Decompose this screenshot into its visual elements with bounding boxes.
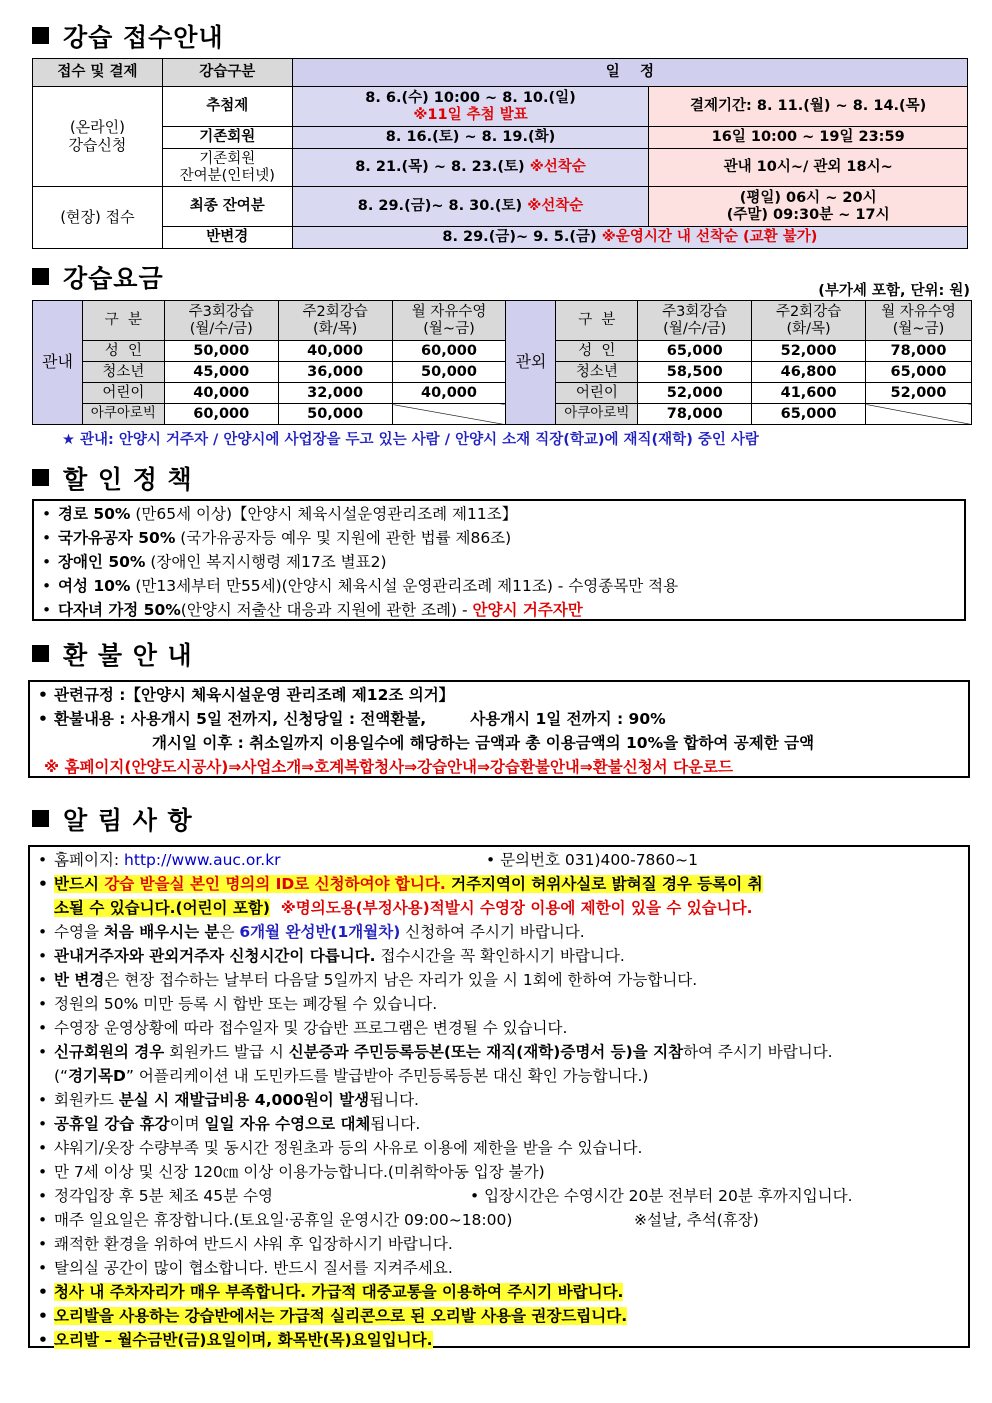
date-note: ※선착순 bbox=[529, 159, 586, 176]
discount-rate: 여성 10% bbox=[58, 577, 131, 595]
fee-name: 어린이 bbox=[82, 383, 164, 404]
notice-entry bbox=[30, 1184, 968, 1208]
fee-footnote: ★ 관내: 안양시 거주자 / 안양시에 사업장을 두고 있는 사람 / 안양시 소재 직장(학교)에 재직(재학) 중인 사람 bbox=[62, 432, 759, 448]
fee-value: 52,000 bbox=[752, 341, 866, 362]
notice-text: 회원카드 bbox=[54, 1091, 119, 1109]
fee-value: 32,000 bbox=[278, 383, 392, 404]
notice-new-member-cont bbox=[30, 1064, 968, 1088]
fee-value: 52,000 bbox=[866, 383, 972, 404]
fee-value: 36,000 bbox=[278, 362, 392, 383]
fee-name: 성 인 bbox=[556, 341, 638, 362]
notice-text: 공휴일 강습 휴강 bbox=[54, 1115, 170, 1133]
date-text: 8. 6.(수) 10:00 ~ 8. 10.(일) bbox=[365, 89, 576, 106]
info-existing: 16일 10:00 ~ 19일 23:59 bbox=[649, 127, 968, 149]
fee-value: 60,000 bbox=[164, 404, 278, 425]
discount-restriction: 안양시 거주자만 bbox=[472, 601, 583, 619]
notice-clean: • 쾌적한 환경을 위하여 반드시 샤워 후 입장하시기 바랍니다. bbox=[30, 1232, 968, 1256]
section-title-fees bbox=[32, 259, 164, 295]
notice-text: 이며 bbox=[169, 1115, 205, 1133]
notice-card-loss bbox=[30, 1088, 968, 1112]
notice-text: 접수시간을 꼭 확인하시기 바랍니다. bbox=[375, 947, 625, 965]
notice-text: 청사 내 주차자리가 매우 부족합니다. 가급적 대중교통을 이용하여 주시기 바랍니다. bbox=[54, 1283, 624, 1301]
notice-text: 매주 일요일은 휴장합니다.(토요일·공휴일 운영시간 09:00~18:00) bbox=[54, 1211, 513, 1229]
notice-text: 신분증과 주민등록등본(또는 재직(재학)증명서 등)을 지참 bbox=[288, 1043, 684, 1061]
refund-content bbox=[30, 707, 968, 731]
discount-desc: (국가유공자등 예우 및 지원에 관한 법률 제86조) bbox=[175, 529, 512, 547]
notice-box bbox=[28, 845, 970, 1348]
square-bullet-icon bbox=[32, 645, 49, 662]
notice-id-required bbox=[30, 872, 968, 896]
date-lottery bbox=[292, 87, 649, 127]
type-existing: 기존회원 bbox=[162, 127, 292, 149]
header-class-type: 강습구분 bbox=[162, 59, 292, 87]
discount-item bbox=[34, 574, 964, 598]
date-note: ※선착순 bbox=[527, 198, 584, 215]
section-title-notice bbox=[32, 801, 193, 837]
fee-unit-note: (부가세 포함, 단위: 원) bbox=[818, 283, 970, 299]
notice-fins-days bbox=[30, 1328, 968, 1352]
notice-fins bbox=[30, 1304, 968, 1328]
onsite-group-label: (현장) 접수 bbox=[33, 187, 163, 249]
fee-value: 50,000 bbox=[164, 341, 278, 362]
col-2x: 주2회강습 (화/목) bbox=[752, 301, 866, 341]
notice-text: • 입장시간은 수영시간 20분 전부터 20분 후까지입니다. bbox=[470, 1187, 853, 1205]
notice-age: • 만 7세 이상 및 신장 120㎝ 이상 이용가능합니다.(미취학아동 입장 불가) bbox=[30, 1160, 968, 1184]
homepage-label: 홈페이지: bbox=[54, 851, 125, 869]
notice-text: 은 bbox=[219, 923, 240, 941]
fee-table bbox=[32, 300, 972, 425]
division-header: 구 분 bbox=[82, 301, 164, 341]
date-text: 8. 21.(목) ~ 8. 23.(토) bbox=[355, 159, 525, 176]
discount-item bbox=[34, 550, 964, 574]
notice-text: 소될 수 있습니다.(어린이 포함) bbox=[54, 899, 270, 917]
section-title-text: 할 인 정 책 bbox=[63, 465, 193, 494]
refund-after-start: 개시일 이후 : 취소일까지 이용일수에 해당하는 금액과 총 이용금액의 10%을 합하여 공제한 금액 bbox=[152, 734, 815, 752]
discount-box bbox=[32, 499, 966, 621]
date-text: 8. 29.(금)~ 9. 5.(금) bbox=[442, 229, 597, 246]
fee-value: 40,000 bbox=[278, 341, 392, 362]
notice-text: 6개월 완성반(1개월차) bbox=[239, 923, 401, 941]
discount-rate: 장애인 50% bbox=[58, 553, 146, 571]
notice-schedule-change: • 수영장 운영상황에 따라 접수일자 및 강습반 프로그램은 변경될 수 있습니다. bbox=[30, 1016, 968, 1040]
info-final: (평일) 06시 ~ 20시 (주말) 09:30분 ~ 17시 bbox=[649, 187, 968, 227]
notice-text: 처음 배우시는 분 bbox=[103, 923, 220, 941]
outside-label: 관외 bbox=[506, 301, 556, 425]
notice-text: 강습 받을실 본인 명의의 ID로 신청하여야 합니다. bbox=[104, 875, 446, 893]
fee-empty-cell bbox=[866, 404, 972, 425]
type-remaining-online: 기존회원 잔여분(인터넷) bbox=[162, 149, 292, 187]
fee-name: 청소년 bbox=[556, 362, 638, 383]
fee-row-adult bbox=[33, 341, 972, 362]
notice-text: 반 변경 bbox=[54, 971, 105, 989]
discount-item bbox=[34, 502, 964, 526]
fee-name: 아쿠아로빅 bbox=[556, 404, 638, 425]
notice-text: 일일 자유 수영으로 대체 bbox=[204, 1115, 371, 1133]
fee-empty-cell bbox=[392, 404, 506, 425]
notice-merge: • 정원의 50% 미만 등록 시 합반 또는 폐강될 수 있습니다. bbox=[30, 992, 968, 1016]
fee-value: 40,000 bbox=[392, 383, 506, 404]
square-bullet-icon bbox=[32, 469, 49, 486]
fee-value: 65,000 bbox=[752, 404, 866, 425]
fee-value: 52,000 bbox=[638, 383, 752, 404]
section-title-text: 환 불 안 내 bbox=[63, 641, 193, 670]
header-reg-pay: 접수 및 결제 bbox=[33, 59, 163, 87]
notice-locker-room: • 탈의실 공간이 많이 협소합니다. 반드시 질서를 지켜주세요. bbox=[30, 1256, 968, 1280]
refund-partial: 사용개시 1일 전까지 : 90% bbox=[470, 710, 666, 728]
notice-holiday bbox=[30, 1112, 968, 1136]
fee-value: 60,000 bbox=[392, 341, 506, 362]
section-title-refund bbox=[32, 636, 193, 672]
discount-rate: 경로 50% bbox=[58, 505, 131, 523]
notice-text: 거주지역이 허위사실로 밝혀질 경우 등록이 취 bbox=[445, 875, 763, 893]
registration-table bbox=[32, 58, 968, 249]
notice-apply-time bbox=[30, 944, 968, 968]
col-free: 월 자유수영 (월~금) bbox=[392, 301, 506, 341]
notice-text: 오리발 – 월수금반(금)요일이며, 화목반(목)요일입니다. bbox=[54, 1331, 433, 1349]
notice-beginner bbox=[30, 920, 968, 944]
fee-row-youth bbox=[33, 362, 972, 383]
notice-homepage bbox=[30, 848, 968, 872]
col-free: 월 자유수영 (월~금) bbox=[866, 301, 972, 341]
notice-warning: ※명의도용(부정사용)적발시 수영장 이용에 제한이 있을 수 있습니다. bbox=[269, 899, 753, 917]
fee-value: 45,000 bbox=[164, 362, 278, 383]
fee-row-child bbox=[33, 383, 972, 404]
square-bullet-icon bbox=[32, 27, 49, 44]
notice-parking bbox=[30, 1280, 968, 1304]
fee-value: 50,000 bbox=[278, 404, 392, 425]
fee-value: 65,000 bbox=[638, 341, 752, 362]
square-bullet-icon bbox=[32, 810, 49, 827]
square-bullet-icon bbox=[32, 268, 49, 285]
notice-text: 은 현장 접수하는 날부터 다음달 5일까지 남은 자리가 있을 시 1회에 한하여 가능합니다. bbox=[104, 971, 698, 989]
contact-number: • 문의번호 031)400-7860~1 bbox=[486, 851, 698, 869]
discount-item bbox=[34, 598, 964, 622]
notice-text: (“ bbox=[54, 1067, 69, 1085]
notice-text: ” 어플리케이션 내 도민카드를 발급받아 주민등록등본 대신 확인 가능합니다.) bbox=[125, 1067, 649, 1085]
notice-id-required-cont bbox=[30, 896, 968, 920]
discount-desc: (만65세 이상)【안양시 체육시설운영관리조례 제11조】 bbox=[130, 505, 518, 523]
notice-shower: • 샤워기/옷장 수량부족 및 동시간 정원초과 등의 사유로 이용에 제한을 받을 수 있습니다. bbox=[30, 1136, 968, 1160]
notice-class-change bbox=[30, 968, 968, 992]
notice-text: 하여 주시기 바랍니다. bbox=[683, 1043, 833, 1061]
fee-value: 78,000 bbox=[866, 341, 972, 362]
col-3x: 주3회강습 (월/수/금) bbox=[164, 301, 278, 341]
refund-box bbox=[28, 680, 970, 778]
col-3x: 주3회강습 (월/수/금) bbox=[638, 301, 752, 341]
info-lottery: 결제기간: 8. 11.(월) ~ 8. 14.(목) bbox=[649, 87, 968, 127]
date-note: ※운영시간 내 선착순 (교환 불가) bbox=[601, 229, 818, 246]
notice-text: 관내거주자와 관외거주자 신청시간이 다릅니다. bbox=[54, 947, 376, 965]
division-header: 구 분 bbox=[556, 301, 638, 341]
notice-sunday bbox=[30, 1208, 968, 1232]
fee-name: 어린이 bbox=[556, 383, 638, 404]
date-remaining-online bbox=[292, 149, 649, 187]
inside-label: 관내 bbox=[33, 301, 83, 425]
info-remaining-online: 관내 10시~/ 관외 18시~ bbox=[649, 149, 968, 187]
notice-text: 분실 시 재발급비용 4,000원이 발생 bbox=[118, 1091, 370, 1109]
type-final: 최종 잔여분 bbox=[162, 187, 292, 227]
section-title-text: 알 림 사 항 bbox=[63, 806, 193, 835]
discount-item bbox=[34, 526, 964, 550]
notice-text: 회원카드 발급 시 bbox=[164, 1043, 289, 1061]
notice-new-member bbox=[30, 1040, 968, 1064]
notice-text: 반드시 bbox=[54, 875, 105, 893]
notice-text: 경기목D bbox=[68, 1067, 126, 1085]
notice-text: 신규회원의 경우 bbox=[54, 1043, 165, 1061]
type-class-change: 반변경 bbox=[162, 227, 292, 249]
online-group-label: (온라인) 강습신청 bbox=[33, 87, 163, 187]
refund-download-path: ※ 홈페이지(안양도시공사)⇒사업소개⇒호계복합청사⇒강습안내⇒강습환불안내⇒환불신청서 다운로드 bbox=[44, 758, 733, 776]
header-schedule: 일 정 bbox=[292, 59, 967, 87]
notice-text: 수영을 bbox=[54, 923, 104, 941]
fee-row-aquarobics bbox=[33, 404, 972, 425]
section-title-text: 강습요금 bbox=[63, 264, 164, 293]
fee-value: 78,000 bbox=[638, 404, 752, 425]
fee-name: 아쿠아로빅 bbox=[82, 404, 164, 425]
section-title-registration bbox=[32, 18, 224, 54]
notice-text: ※설날, 추석(휴장) bbox=[634, 1211, 759, 1229]
discount-rate: 다자녀 가정 50% bbox=[58, 601, 181, 619]
col-2x: 주2회강습 (화/목) bbox=[278, 301, 392, 341]
date-existing: 8. 16.(토) ~ 8. 19.(화) bbox=[292, 127, 649, 149]
fee-value: 58,500 bbox=[638, 362, 752, 383]
discount-rate: 국가유공자 50% bbox=[58, 529, 176, 547]
section-title-discount bbox=[32, 460, 193, 496]
date-text: 8. 29.(금)~ 8. 30.(토) bbox=[357, 198, 523, 215]
discount-desc: (장애인 복지시행령 제17조 별표2) bbox=[145, 553, 387, 571]
notice-text: 신청하여 주시기 바랍니다. bbox=[400, 923, 585, 941]
fee-name: 성 인 bbox=[82, 341, 164, 362]
discount-desc: (만13세부터 만55세)(안양시 체육시설 운영관리조례 제11조) - 수영종목만 적용 bbox=[130, 577, 679, 595]
notice-text: 정각입장 후 5분 체조 45분 수영 bbox=[54, 1187, 273, 1205]
discount-desc: (안양시 저출산 대응과 지원에 관한 조례) - bbox=[180, 601, 473, 619]
notice-text: 됩니다. bbox=[369, 1091, 419, 1109]
fee-value: 46,800 bbox=[752, 362, 866, 383]
date-final bbox=[292, 187, 649, 227]
homepage-link[interactable]: http://www.auc.or.kr bbox=[124, 851, 281, 869]
refund-full: 환불내용 : 사용개시 5일 전까지, 신청당일 : 전액환불, bbox=[54, 710, 427, 728]
fee-value: 65,000 bbox=[866, 362, 972, 383]
fee-value: 50,000 bbox=[392, 362, 506, 383]
fee-value: 41,600 bbox=[752, 383, 866, 404]
refund-rule: • 관련규정 :【안양시 체육시설운영 관리조례 제12조 의거】 bbox=[30, 683, 968, 707]
type-lottery: 추첨제 bbox=[162, 87, 292, 127]
date-class-change bbox=[292, 227, 967, 249]
fee-name: 청소년 bbox=[82, 362, 164, 383]
section-title-text: 강습 접수안내 bbox=[63, 23, 224, 52]
fee-value: 40,000 bbox=[164, 383, 278, 404]
notice-text: 됩니다. bbox=[370, 1115, 421, 1133]
notice-text: 오리발을 사용하는 강습반에서는 가급적 실리콘으로 된 오리발 사용을 권장드립니다. bbox=[54, 1307, 628, 1325]
date-note: ※11일 추첨 발표 bbox=[413, 106, 528, 123]
